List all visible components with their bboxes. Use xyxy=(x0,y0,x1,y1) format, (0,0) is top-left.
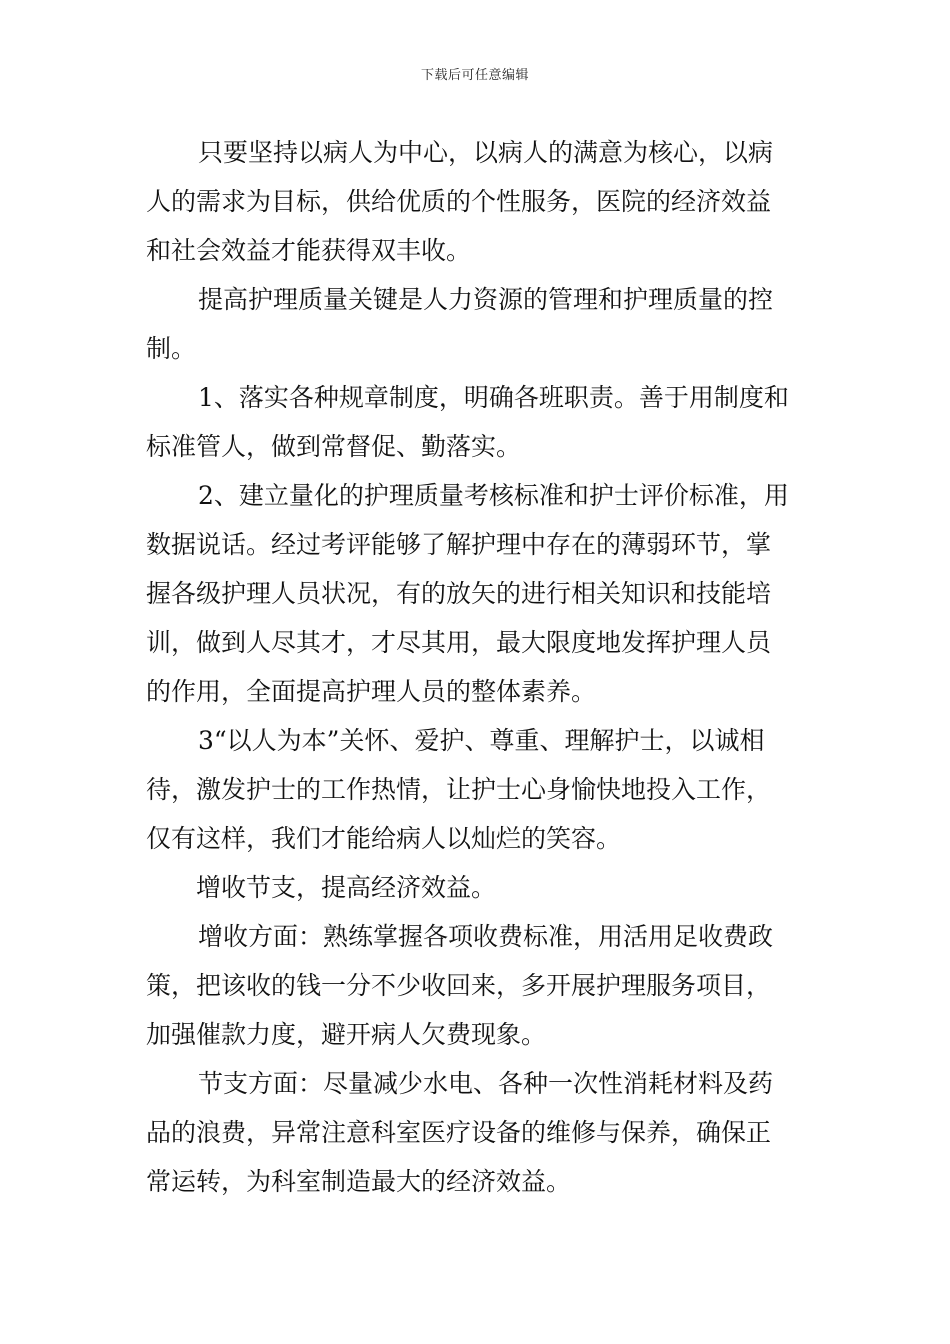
paragraph-line: 制。 xyxy=(146,334,197,363)
paragraph-line: 2、建立量化的护理质量考核标准和护士评价标准，用 xyxy=(198,481,789,510)
paragraph-line: 策，把该收的钱一分不少收回来，多开展护理服务项目， xyxy=(146,971,772,1000)
paragraph-line: 待，激发护士的工作热情，让护士心身愉快地投入工作， xyxy=(146,775,772,804)
paragraph-line: 增收节支，提高经济效益。 xyxy=(196,873,497,902)
paragraph-4 xyxy=(146,471,810,716)
paragraph-line: 数据说话。经过考评能够了解护理中存在的薄弱环节，掌 xyxy=(146,530,772,559)
paragraph-8 xyxy=(146,1059,810,1206)
paragraph-line: 训，做到人尽其才，才尽其用，最大限度地发挥护理人员 xyxy=(146,628,772,657)
paragraph-6 xyxy=(146,863,810,912)
document-body xyxy=(146,128,810,1206)
paragraph-line: 仅有这样，我们才能给病人以灿烂的笑容。 xyxy=(146,824,622,853)
paragraph-line: 常运转，为科室制造最大的经济效益。 xyxy=(146,1167,572,1196)
paragraph-line: 的作用，全面提高护理人员的整体素养。 xyxy=(146,677,597,706)
paragraph-line: 人的需求为目标，供给优质的个性服务，医院的经济效益 xyxy=(146,187,772,216)
paragraph-5 xyxy=(146,716,810,863)
page-header: 下载后可任意编辑 xyxy=(420,68,529,83)
paragraph-line: 标准管人，做到常督促、勤落实。 xyxy=(146,432,522,461)
paragraph-line: 只要坚持以病人为中心，以病人的满意为核心，以病 xyxy=(198,138,774,167)
paragraph-line: 品的浪费，异常注意科室医疗设备的维修与保养，确保正 xyxy=(146,1118,772,1147)
paragraph-line: 3“以人为本”关怀、爱护、尊重、理解护士，以诚相 xyxy=(198,726,765,755)
paragraph-line: 握各级护理人员状况，有的放矢的进行相关知识和技能培 xyxy=(146,579,772,608)
paragraph-3 xyxy=(146,373,810,471)
paragraph-2 xyxy=(146,275,810,373)
paragraph-line: 加强催款力度，避开病人欠费现象。 xyxy=(146,1020,547,1049)
paragraph-1 xyxy=(146,128,810,275)
paragraph-line: 节支方面：尽量减少水电、各种一次性消耗材料及药 xyxy=(198,1069,774,1098)
paragraph-line: 增收方面：熟练掌握各项收费标准，用活用足收费政 xyxy=(198,922,774,951)
paragraph-line: 1、落实各种规章制度，明确各班职责。善于用制度和 xyxy=(198,383,789,412)
paragraph-line: 提高护理质量关键是人力资源的管理和护理质量的控 xyxy=(198,285,774,314)
paragraph-7 xyxy=(146,912,810,1059)
paragraph-line: 和社会效益才能获得双丰收。 xyxy=(146,236,472,265)
